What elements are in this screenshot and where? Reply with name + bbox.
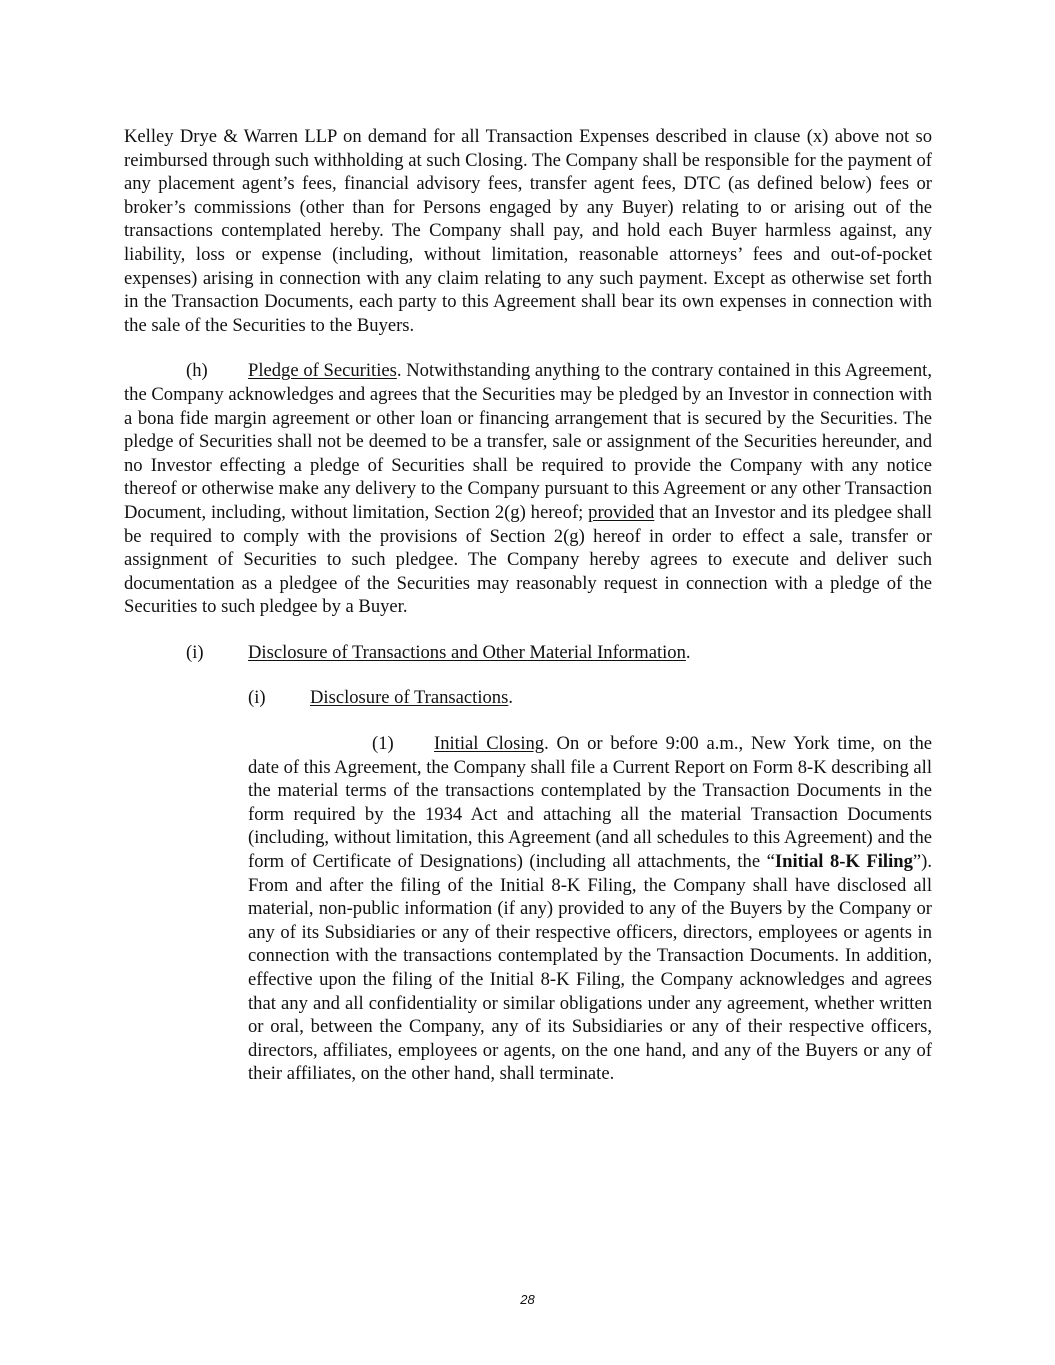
subsection-marker-i: (i)	[248, 687, 266, 709]
item-heading-initial-closing: Initial Closing	[434, 733, 545, 755]
section-marker-i: (i)	[186, 641, 204, 663]
section-heading-disclosure: Disclosure of Transactions and Other Material Information	[248, 641, 686, 663]
heading-disclosure-of-transactions	[248, 686, 932, 710]
paragraph-pledge-of-securities	[124, 359, 932, 619]
item-marker-1: (1)	[372, 733, 394, 755]
pledge-text-part1: Notwithstanding anything to the contrary contained in this Agreement, the Company acknowledges and agrees that the Securities may be pledged by an Investor in connection with a bona fide margin agreement or other loan or financing arrangement that is secured by the Securities. The pledge of Securities shall not be deemed to be a transfer, sale or assignment of the Securities hereunder, and no Investor effecting a pledge of Securities shall be required to provide the Company with any notice thereof or otherwise make any delivery to the Company pursuant to this Agreement or any other Transaction Document, including, without limitation, Section 2(g) hereof;	[124, 360, 932, 523]
section-marker-h: (h)	[186, 360, 208, 382]
paragraph-continued: Kelley Drye & Warren LLP on demand for all Transaction Expenses described in clause (x) above not so reimbursed through such withholding at such Closing. The Company shall be responsible for the payment of any placement agent’s fees, financial advisory fees, transfer agent fees, DTC (as defined below) fees or broker’s commissions (other than for Persons engaged by any Buyer) relating to or arising out of the transactions contemplated hereby. The Company shall pay, and hold each Buyer harmless against, any liability, loss or expense (including, without limitation, reasonable attorneys’ fees and out-of-pocket expenses) arising in connection with any claim relating to any such payment. Except as otherwise set forth in the Transaction Documents, each party to this Agreement shall bear its own expenses in connection with the sale of the Securities to the Buyers.	[124, 126, 932, 336]
provided-term: provided	[588, 501, 655, 523]
initial-closing-text-part1: . On or before 9:00 a.m., New York time, on the date of this Agreement, the Company shall file a Current Report on Form 8-K describing all the material terms of the transactions contemplated by the Transaction Documents in the form required by the 1934 Act and attaching all the material Transaction Documents (including, without limitation, this Agreement (and all schedules to this Agreement) and the form of Certificate of Designations) (including all attachments, the “	[248, 733, 932, 873]
defined-term-initial-8k-filing: Initial 8-K Filing	[774, 851, 913, 873]
paragraph-initial-closing	[248, 732, 932, 1086]
section-heading-disclosure-punct: .	[685, 641, 691, 663]
subsection-heading-punct: .	[508, 687, 513, 709]
pledge-text-part2: that an Investor and its pledgee shall be required to comply with the provisions of Section 2(g) hereof in order to effect a sale, transfer or assignment of Securities to such pledgee. The Company hereby agrees to execute and deliver such documentation as a pledgee of the Securities may reasonably request in connection with a pledge of the Securities to such pledgee by a Buyer.	[124, 501, 932, 618]
page-number: 28	[520, 1292, 535, 1307]
initial-closing-text-part2: ”). From and after the filing of the Initial 8-K Filing, the Company shall have disclosed all material, non-public information (if any) provided to any of the Buyers by the Company or any of its Subsidiaries or any of their respective officers, directors, employees or agents in connection with the transactions contemplated by the Transaction Documents. In addition, effective upon the filing of the Initial 8-K Filing, the Company acknowledges and agrees that any and all confidentiality or similar obligations under any agreement, whether written or oral, between the Company, any of its Subsidiaries or any of their respective officers, directors, affiliates, employees or agents, on the one hand, and any of the Buyers or any of their affiliates, on the other hand, shall terminate.	[248, 851, 932, 1085]
section-heading-pledge: Pledge of Securities	[248, 360, 397, 382]
section-heading-punct: .	[396, 360, 402, 382]
document-page	[124, 125, 932, 1086]
subsection-heading-disclosure-transactions: Disclosure of Transactions	[310, 687, 509, 709]
heading-disclosure-material-information	[186, 641, 932, 665]
